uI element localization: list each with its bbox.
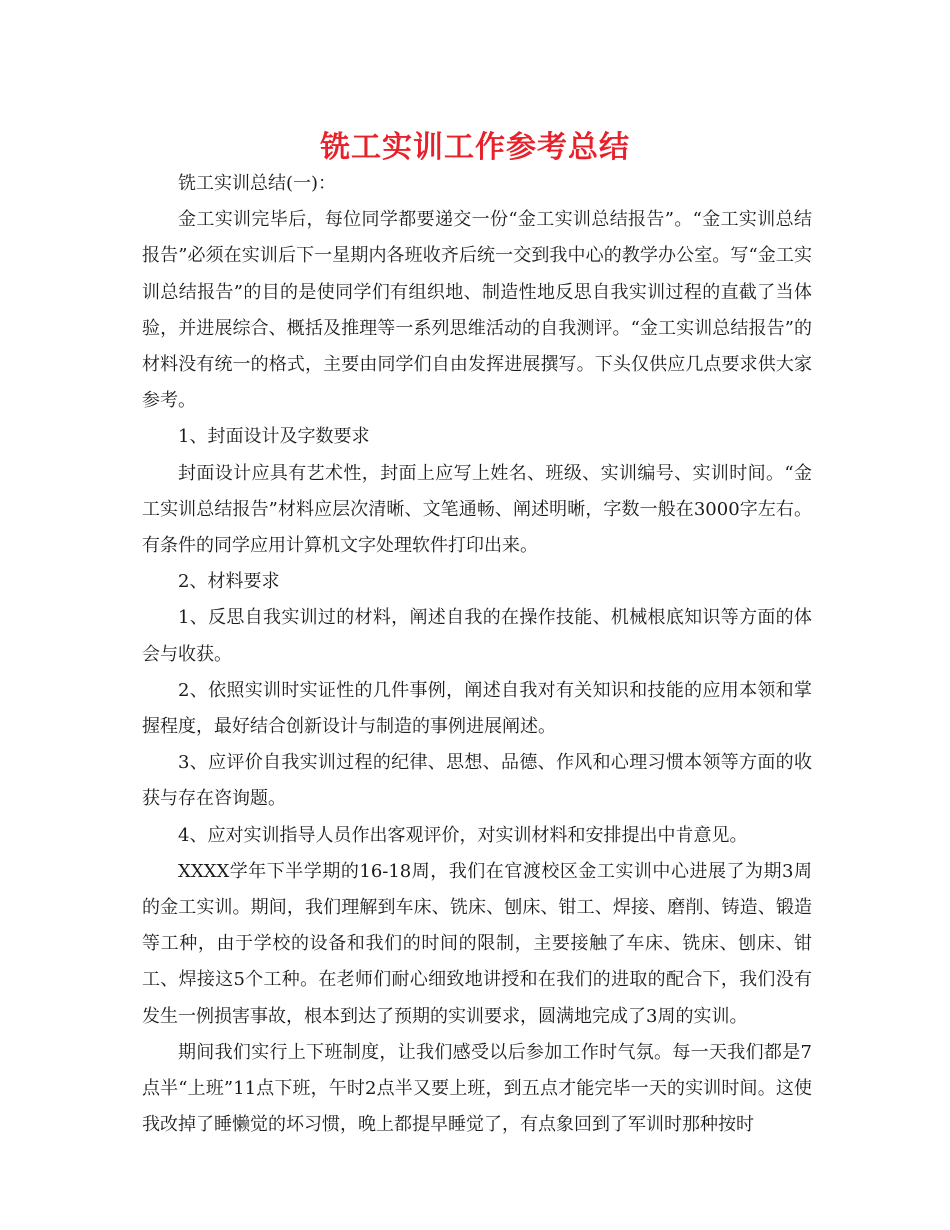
section-heading-material: 2、材料要求 — [178, 571, 280, 593]
document-body — [142, 166, 812, 1143]
paragraph-schedule: 期间我们实行上下班制度，让我们感受以后参加工作时气氛。每一天我们都是7点半“上班”11点下班，午时2点半又要上班，到五点才能完毕一天的实训时间。这使我改掉了睡懒觉的坏习惯，晚上都提早睡觉了，有点象回到了军训时那种按时 — [142, 1041, 812, 1136]
document-title: 铣工实训工作参考总结 — [320, 130, 630, 165]
paragraph-training-summary: XXXX学年下半学期的16-18周，我们在官渡校区金工实训中心进展了为期3周的金工实训。期间，我们理解到车床、铣床、刨床、钳工、焊接、磨削、铸造、锻造等工种，由于学校的设备和我们的时间的限制，主要接触了车床、铣床、刨床、钳工、焊接这5个工种。在老师们耐心细致地讲授和在我们的进取的配合下，我们没有发生一例损害事故，根本到达了预期的实训要求，圆满地完成了3周的实训。 — [142, 860, 812, 1027]
paragraph-intro: 金工实训完毕后，每位同学都要递交一份“金工实训总结报告”。“金工实训总结报告”必须在实训后下一星期内各班收齐后统一交到我中心的教学办公室。写“金工实训总结报告”的目的是使同学们有组织地、制造性地反思自我实训过程的直截了当体验，并进展综合、概括及推理等一系列思维活动的自我测评。“金工实训总结报告”的材料没有统一的格式，主要由同学们自由发挥进展撰写。下头仅供应几点要求供大家参考。 — [142, 209, 812, 412]
list-item: 1、反思自我实训过的材料，阐述自我的在操作技能、机械根底知识等方面的体会与收获。 — [142, 607, 812, 665]
list-item: 2、依照实训时实证性的几件事例，阐述自我对有关知识和技能的应用本领和掌握程度，最好结合创新设计与制造的事例进展阐述。 — [142, 679, 812, 738]
paragraph-heading-one: 铣工实训总结(一)： — [178, 173, 337, 194]
paragraph-cover: 封面设计应具有艺术性，封面上应写上姓名、班级、实训编号、实训时间。“金工实训总结报告”材料应层次清晰、文笔通畅、阐述明晰，字数一般在3000字左右。有条件的同学应用计算机文字处理软件打印出来。 — [142, 462, 812, 557]
section-heading-cover: 1、封面设计及字数要求 — [178, 426, 370, 448]
list-item: 4、应对实训指导人员作出客观评价，对实训材料和安排提出中肯意见。 — [178, 824, 748, 846]
list-item: 3、应评价自我实训过程的纪律、思想、品德、作风和心理习惯本领等方面的收获与存在咨询题。 — [142, 752, 812, 810]
